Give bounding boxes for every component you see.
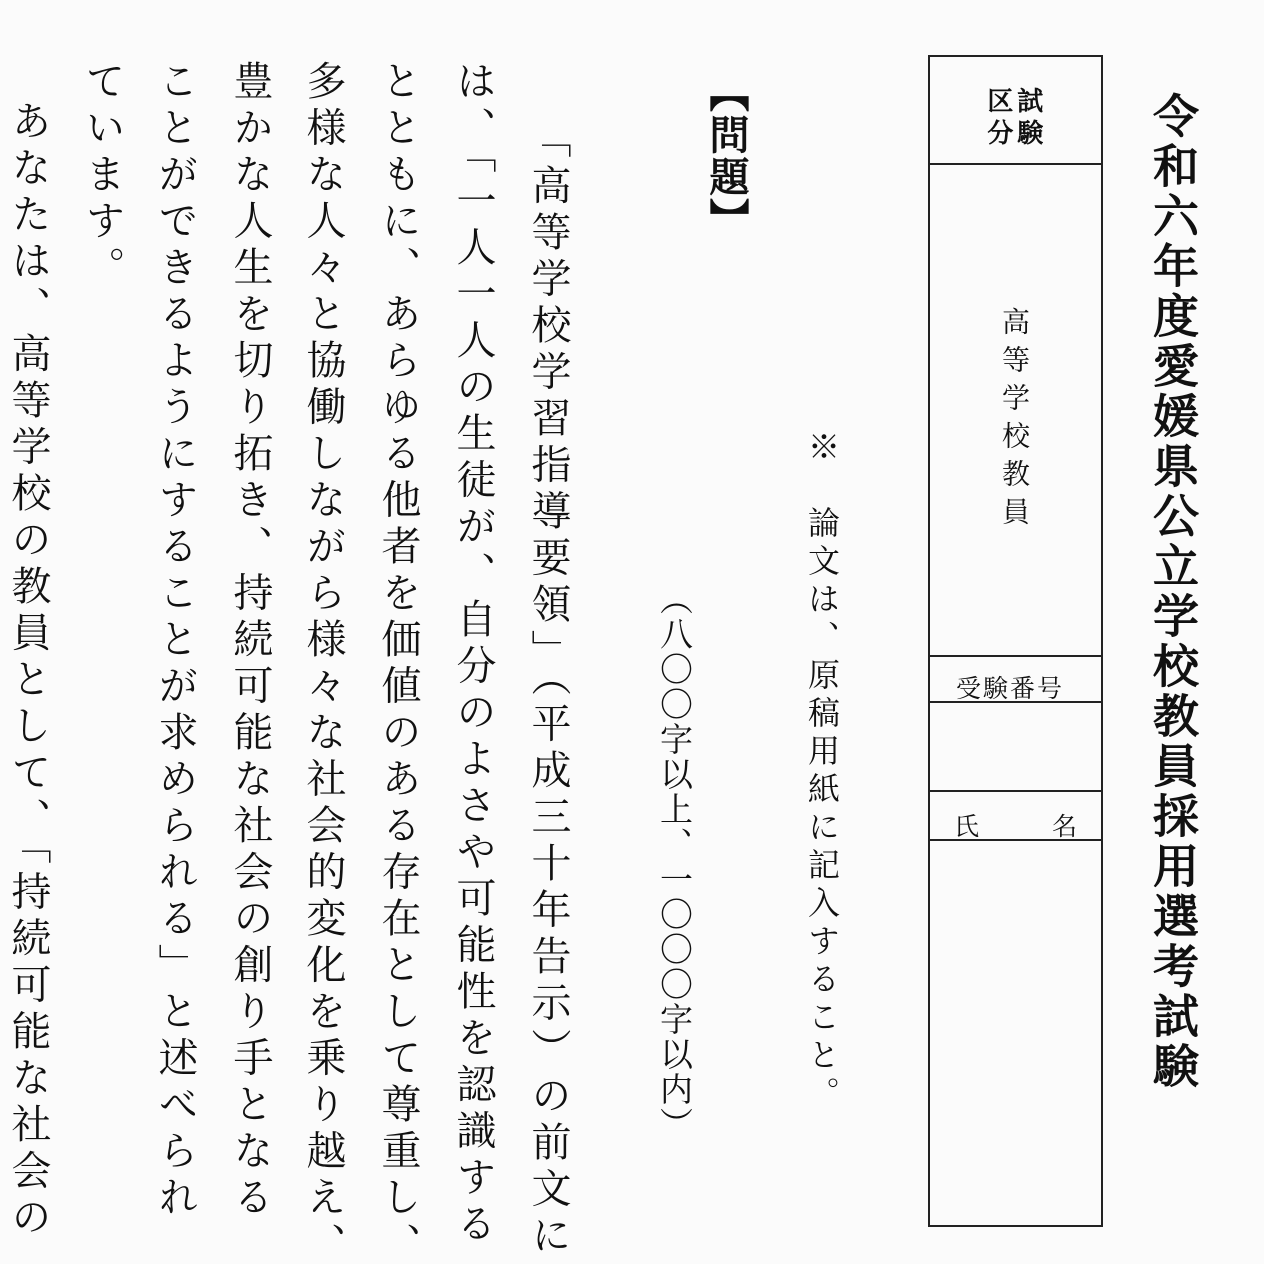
examinee-info-box	[928, 55, 1103, 1227]
exam-category-label: 試験区分	[982, 87, 1043, 151]
form-divider	[930, 839, 1101, 841]
body-line: は、「一人一人の生徒が、自分のよさや可能性を認識する	[450, 60, 496, 1249]
exam-number-label: 受験番号	[956, 674, 1065, 703]
body-line: ことができるようにすることが求められる」と述べられ	[152, 60, 198, 1223]
body-line: あなたは、高等学校の教員として、「持続可能な社会の	[5, 100, 51, 1243]
problem-heading: 【問題】	[703, 72, 750, 240]
body-line: 「高等学校学習指導要領」（平成三十年告示）の前文に	[525, 118, 571, 1261]
length-rule: （八〇〇字以上、一〇〇〇字以内）	[655, 582, 694, 1142]
form-divider	[930, 790, 1101, 792]
submission-note: ※ 論文は、原稿用紙に記入すること。	[803, 430, 841, 1114]
body-line: 豊かな人生を切り拓き、持続可能な社会の創り手となる	[227, 60, 273, 1223]
exam-category-value: 高等学校教員	[998, 307, 1031, 535]
body-line: とともに、あらゆる他者を価値のある存在として尊重し、	[375, 60, 421, 1269]
exam-title: 令和六年度愛媛県公立学校教員採用選考試験	[1146, 92, 1200, 1092]
exam-number-field[interactable]	[934, 705, 1097, 787]
name-field[interactable]	[934, 843, 1097, 1223]
form-divider	[930, 701, 1101, 703]
body-line: ています。	[79, 60, 125, 293]
form-divider	[930, 163, 1101, 165]
name-label: 氏 名	[954, 812, 1102, 841]
form-divider	[930, 655, 1101, 657]
body-line: 多様な人々と協働しながら様々な社会的変化を乗り越え、	[300, 60, 346, 1269]
